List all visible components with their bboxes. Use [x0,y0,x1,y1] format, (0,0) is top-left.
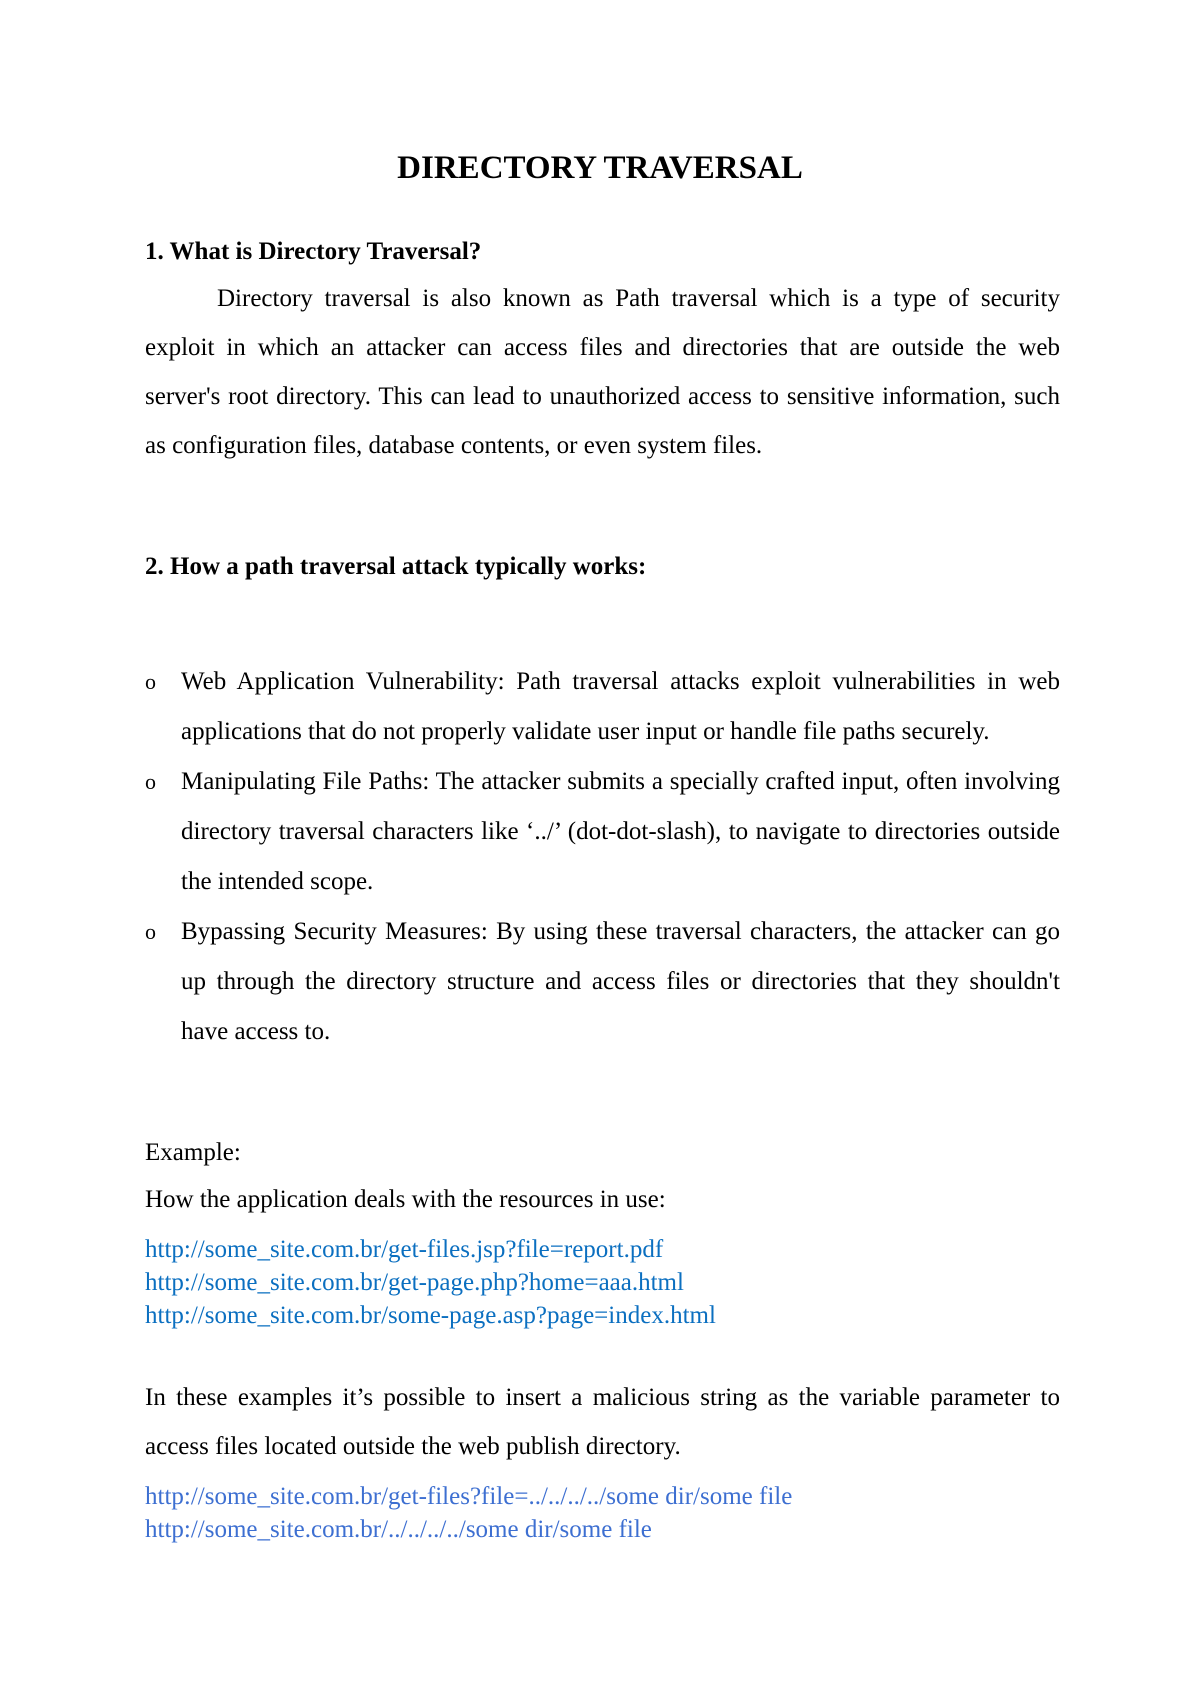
bullet-marker-icon: o [145,769,156,794]
list-item-text: Web Application Vulnerability: Path traversal attacks exploit vulnerabilities in web applications that do not properly validate user input or handle file paths securely. [181,668,1060,745]
attack-steps-list [145,657,1060,1057]
list-item [145,907,1060,1057]
section-1-body: Directory traversal is also known as Path traversal which is a type of security exploit in which an attacker can access files and directories that are outside the web server's root directory. This can lead to unauthorized access to sensitive information, such as configuration files, database contents, or even system files. [145,285,1060,459]
list-item-text: Manipulating File Paths: The attacker submits a specially crafted input, often involving directory traversal characters like ‘../’ (dot-dot-slash), to navigate to directories outside the intended scope. [181,768,1060,895]
list-item [145,757,1060,907]
list-item [145,657,1060,757]
malicious-links [145,1480,1060,1546]
page-title: DIRECTORY TRAVERSAL [397,150,803,186]
malicious-link[interactable]: http://some_site.com.br/../../../../some dir/some file [145,1516,652,1543]
malicious-link[interactable]: http://some_site.com.br/get-files?file=../../../../some dir/some file [145,1483,793,1510]
example-links [145,1233,1060,1332]
bullet-marker-icon: o [145,919,156,944]
example-explanation: In these examples it’s possible to insert a malicious string as the variable parameter to access files located outside the web publish directory. [145,1384,1060,1460]
example-link[interactable]: http://some_site.com.br/some-page.asp?page=index.html [145,1302,716,1329]
section-2-heading: 2. How a path traversal attack typically works: [145,553,647,580]
bullet-marker-icon: o [145,669,156,694]
list-item-text: Bypassing Security Measures: By using these traversal characters, the attacker can go up through the directory structure and access files or directories that they shouldn't have access to. [181,918,1060,1045]
example-intro: How the application deals with the resources in use: [145,1186,666,1213]
example-link[interactable]: http://some_site.com.br/get-files.jsp?file=report.pdf [145,1236,664,1263]
example-link[interactable]: http://some_site.com.br/get-page.php?home=aaa.html [145,1269,684,1296]
section-1-heading: 1. What is Directory Traversal? [145,238,482,265]
example-label: Example: [145,1139,241,1166]
